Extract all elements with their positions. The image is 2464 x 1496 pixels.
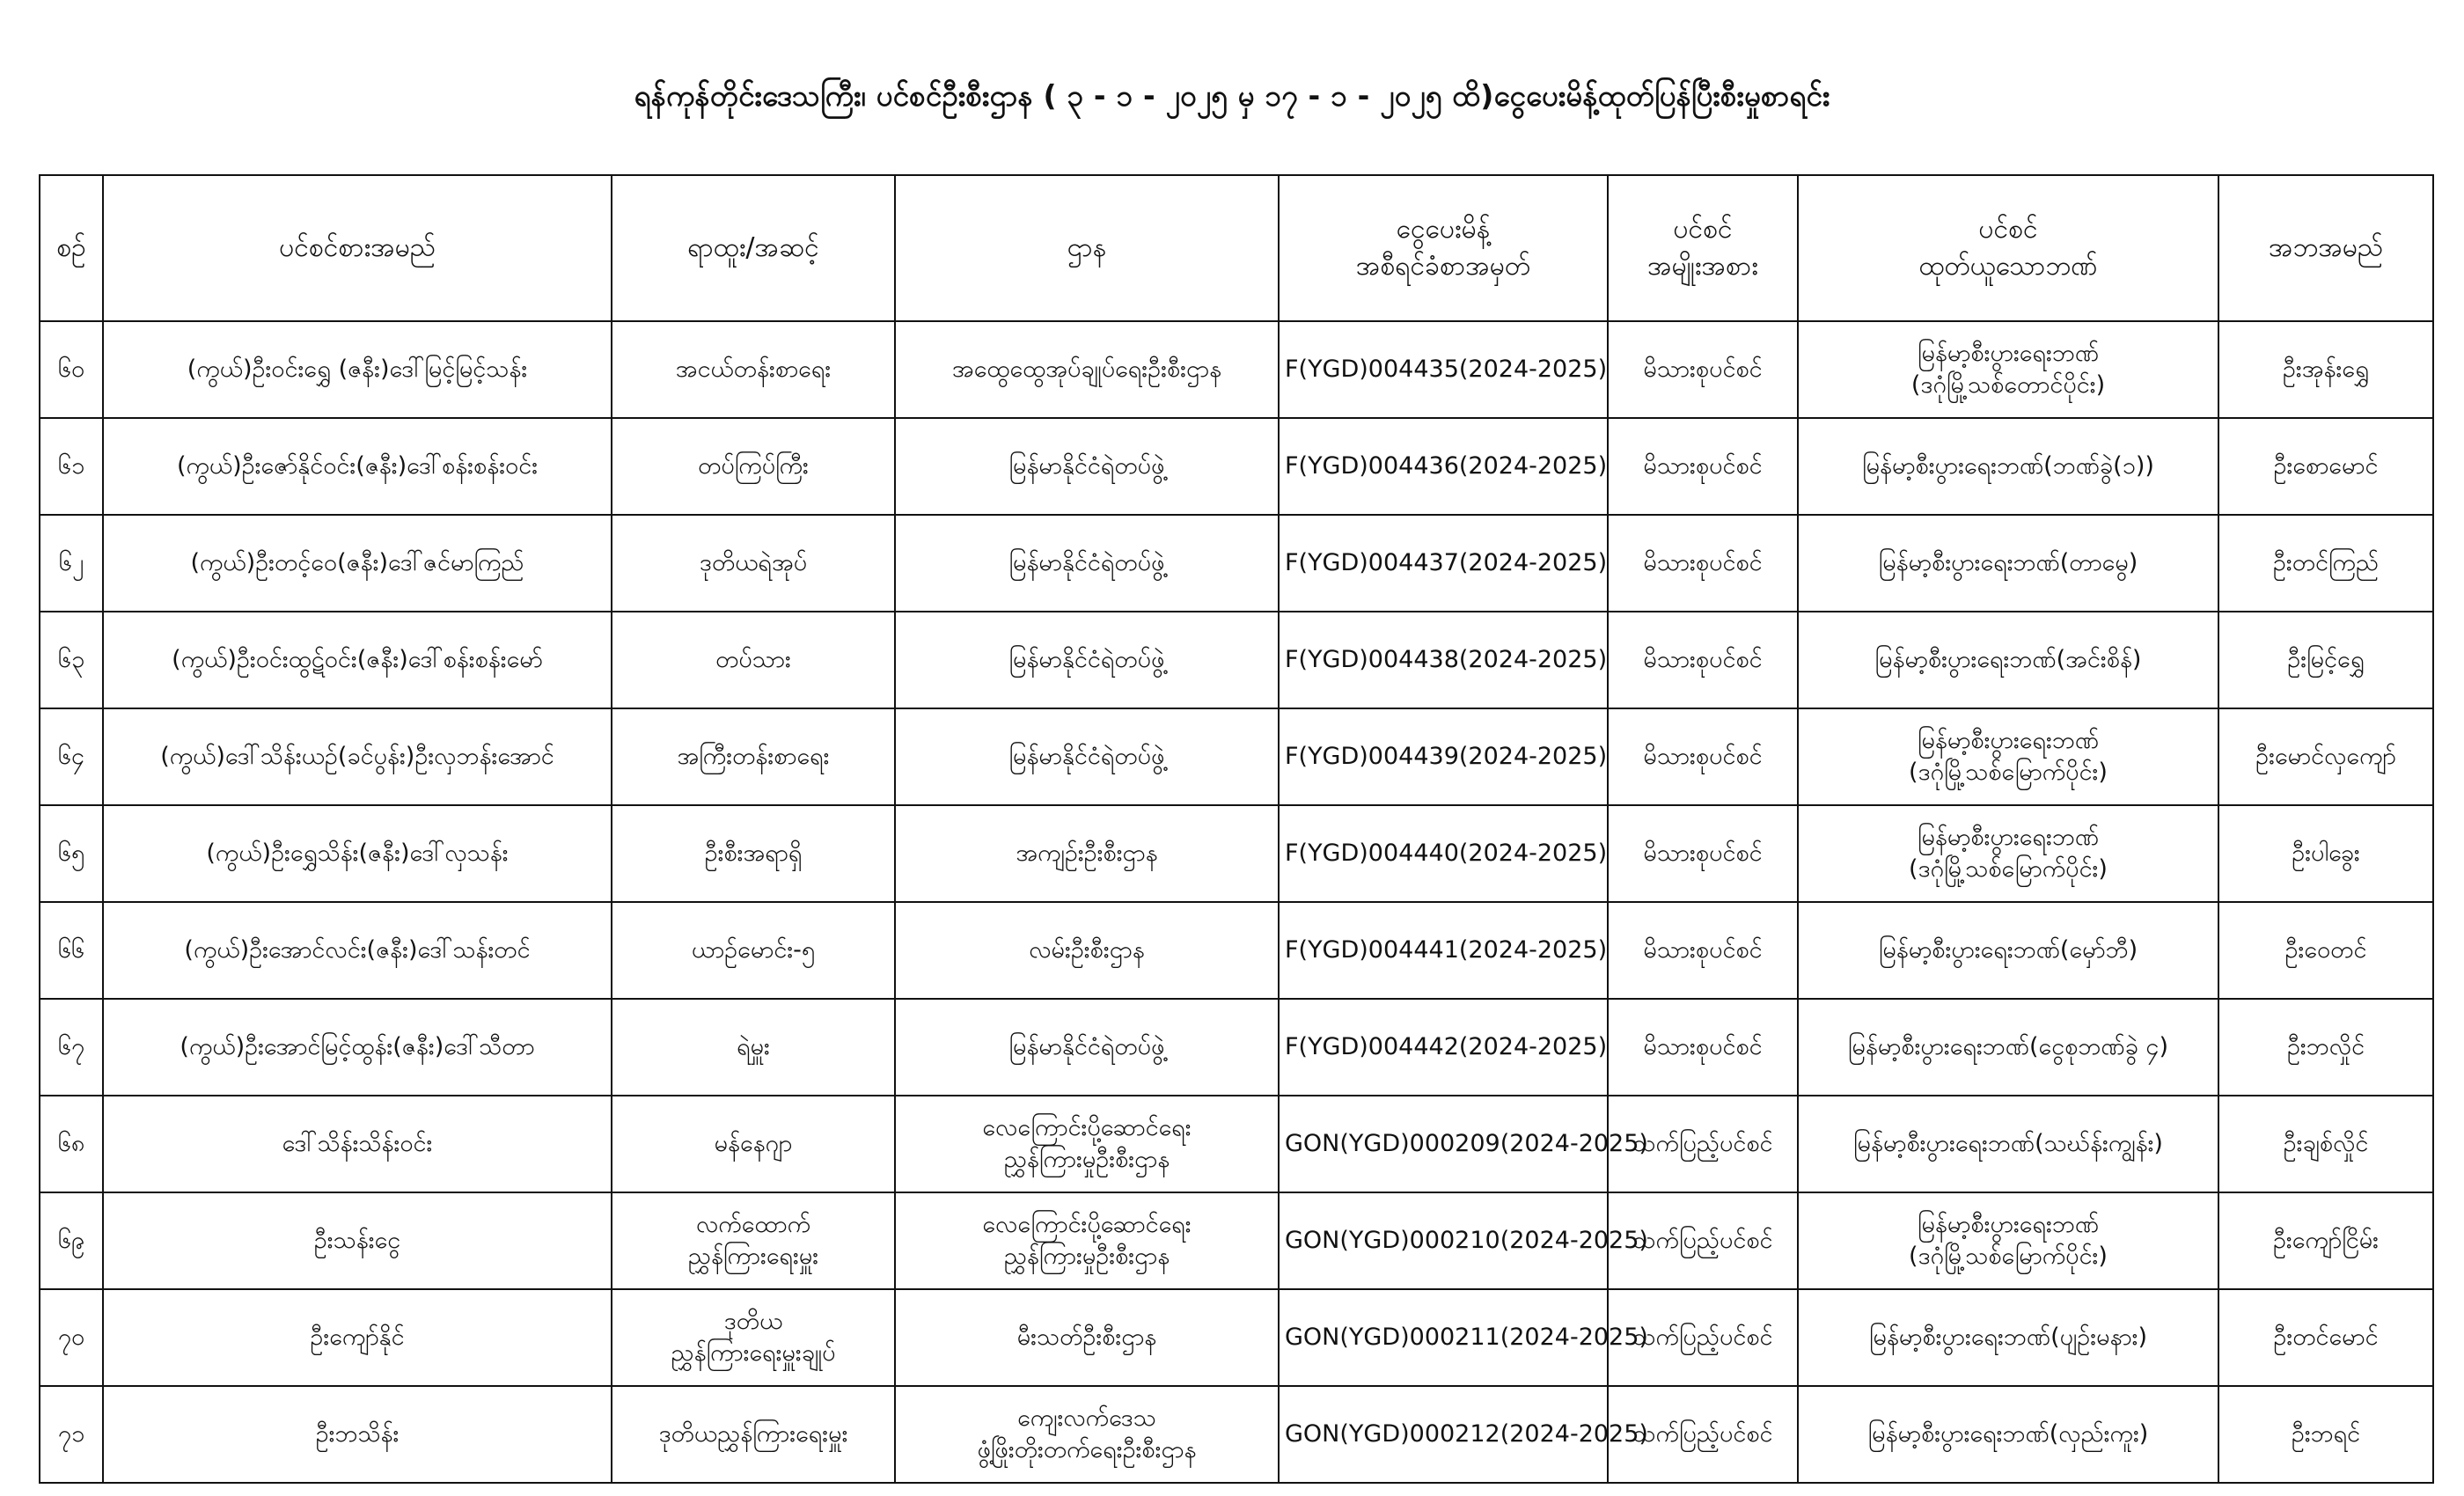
cell-no	[40, 612, 103, 708]
header-no: စဉ်	[40, 175, 103, 321]
cell-father-name	[2218, 515, 2433, 612]
cell-pension-type	[1608, 1192, 1798, 1289]
cell-father-name	[2218, 1192, 2433, 1289]
cell-father-name-text: ဦးတင်ကြည်	[2272, 549, 2380, 576]
cell-department	[895, 1289, 1279, 1386]
cell-no	[40, 999, 103, 1096]
cell-order-no	[1279, 1386, 1648, 1483]
table-row	[40, 418, 2433, 515]
table-row	[40, 1386, 2433, 1483]
cell-father-name	[2218, 805, 2433, 902]
cell-order-no	[1279, 902, 1608, 999]
cell-father-name-text: ဦးကျော်ငြိမ်း	[2272, 1227, 2380, 1254]
cell-father-name-text: ဦးဝေတင်	[2284, 936, 2367, 964]
cell-department	[895, 1192, 1279, 1289]
header-bank	[1798, 175, 2218, 321]
cell-father-name	[2218, 418, 2433, 515]
cell-no	[40, 1289, 103, 1386]
table-row	[40, 902, 2433, 999]
cell-department-text: ကျေးလက်ဒေသ	[1017, 1404, 1156, 1432]
table-header-row	[40, 175, 2433, 321]
cell-department-text: အထွေထွေအုပ်ချုပ်ရေးဦးစီးဌာန	[951, 356, 1222, 383]
cell-bank-text: မြန်မာ့စီးပွားရေးဘဏ်(မှော်ဘီ)	[1878, 936, 2138, 964]
cell-father-name-text: ဦးစောမောင်	[2273, 452, 2379, 480]
cell-pensioner-name	[103, 1192, 612, 1289]
cell-no-text: ၆၉	[57, 1227, 85, 1254]
table-row	[40, 1289, 2433, 1386]
cell-pensioner-name	[103, 708, 612, 805]
cell-order-no-text: GON(YGD)000209(2024-2025)	[1285, 1130, 1648, 1157]
cell-no	[40, 708, 103, 805]
cell-father-name-text: ဦးဘလှိုင်	[2286, 1033, 2365, 1060]
cell-father-name-text: ဦးဘရင်	[2291, 1420, 2361, 1448]
cell-pensioner-name-text: ဒေါ်သိန်းသိန်းဝင်း	[282, 1130, 433, 1157]
cell-department	[895, 515, 1279, 612]
cell-bank	[1798, 708, 2218, 805]
table-row	[40, 1192, 2433, 1289]
cell-rank-text: တပ်ကြပ်ကြီး	[698, 452, 809, 480]
cell-father-name-text: ဦးချစ်လှိုင်	[2283, 1130, 2369, 1157]
cell-no-text: ၆၁	[57, 452, 85, 480]
cell-rank	[612, 1096, 895, 1192]
cell-bank-text-line2: (ဒဂုံမြို့သစ်မြောက်ပိုင်း)	[1909, 1243, 2108, 1270]
cell-rank-text: ဒုတိယ	[723, 1308, 783, 1335]
cell-no	[40, 1096, 103, 1192]
cell-father-name-text: ဦးအုန်းရွှေ	[2282, 356, 2370, 383]
cell-department	[895, 999, 1279, 1096]
cell-bank	[1798, 1289, 2218, 1386]
cell-department	[895, 805, 1279, 902]
cell-department	[895, 902, 1279, 999]
table-row	[40, 999, 2433, 1096]
cell-bank-text: မြန်မာ့စီးပွားရေးဘဏ်(ဘဏ်ခွဲ(၁))	[1862, 452, 2154, 480]
cell-no	[40, 321, 103, 418]
cell-pension-type-text: မိသားစုပင်စင်	[1643, 936, 1763, 964]
table-row	[40, 1096, 2433, 1192]
cell-rank	[612, 321, 895, 418]
cell-rank	[612, 999, 895, 1096]
cell-rank-text: ဒုတိယညွှန်ကြားရေးမှူး	[658, 1420, 848, 1448]
header-type-line1: ပင်စင်	[1673, 214, 1733, 245]
cell-bank-text: မြန်မာ့စီးပွားရေးဘဏ်	[1917, 824, 2100, 851]
pension-table	[39, 174, 2434, 1484]
cell-pensioner-name-text: (ကွယ်)ဦးဝင်းထွဋ်ဝင်း(ဇနီး)ဒေါ်စန်းစန်းမော်	[172, 646, 543, 673]
cell-father-name	[2218, 612, 2433, 708]
cell-order-no-text: F(YGD)004435(2024-2025)	[1285, 356, 1608, 383]
cell-rank	[612, 1192, 895, 1289]
cell-father-name	[2218, 1386, 2433, 1483]
cell-bank-text: မြန်မာ့စီးပွားရေးဘဏ်	[1917, 340, 2100, 367]
cell-rank-text: အငယ်တန်းစာရေး	[675, 356, 832, 383]
cell-order-no	[1279, 1289, 1648, 1386]
cell-department	[895, 321, 1279, 418]
cell-father-name	[2218, 999, 2433, 1096]
header-order-line1: ငွေပေးမိန့်	[1396, 214, 1491, 245]
cell-order-no	[1279, 805, 1608, 902]
cell-rank-text-line2: ညွှန်ကြားရေးမှူး	[687, 1243, 819, 1270]
cell-rank-text: ယာဉ်မောင်း-၅	[691, 936, 816, 964]
cell-pension-type	[1608, 612, 1798, 708]
cell-pension-type-text: သက်ပြည့်ပင်စင်	[1632, 1227, 1773, 1254]
cell-father-name	[2218, 902, 2433, 999]
table-row	[40, 805, 2433, 902]
cell-pensioner-name	[103, 999, 612, 1096]
cell-department-text-line2: ဖွံ့ဖြိုးတိုးတက်ရေးဦးစီးဌာန	[977, 1436, 1197, 1463]
table-row	[40, 321, 2433, 418]
cell-bank	[1798, 612, 2218, 708]
header-department: ဌာန	[895, 175, 1279, 321]
cell-pension-type	[1608, 902, 1798, 999]
cell-department-text: အကျဉ်းဦးစီးဌာန	[1016, 840, 1158, 867]
cell-pensioner-name	[103, 321, 612, 418]
cell-pensioner-name	[103, 1386, 612, 1483]
cell-rank-text: ဒုတိယရဲအုပ်	[699, 549, 808, 576]
cell-no-text: ၆၅	[57, 840, 85, 867]
page-title: ရန်ကုန်တိုင်းဒေသကြီး၊ ပင်စင်ဦးစီးဌာန ( ၃ - ၁ - ၂၀၂၅ မှ ၁၇ - ၁ - ၂၀၂၅ ထိ)ငွေပေးမိန့်ထုတ်ပြန်ပြီးစီးမှုစာရင်း	[634, 78, 1830, 113]
cell-rank	[612, 1289, 895, 1386]
cell-rank	[612, 612, 895, 708]
cell-department-text: မြန်မာနိုင်ငံရဲတပ်ဖွဲ့	[1008, 1033, 1165, 1060]
cell-no-text: ၇၀	[57, 1324, 85, 1351]
cell-order-no-text: F(YGD)004438(2024-2025)	[1285, 646, 1608, 673]
cell-no	[40, 1192, 103, 1289]
cell-department	[895, 418, 1279, 515]
header-order-no	[1279, 175, 1608, 321]
cell-order-no-text: GON(YGD)000212(2024-2025)	[1285, 1420, 1648, 1448]
cell-father-name	[2218, 708, 2433, 805]
cell-rank-text: လက်ထောက်	[695, 1211, 811, 1238]
cell-pensioner-name-text: (ကွယ်)ဒေါ်သိန်းယဥ်(ခင်ပွန်း)ဦးလှဘန်းအောင်	[160, 743, 554, 770]
header-order-line2: အစီရင်ခံစာအမှတ်	[1355, 251, 1531, 282]
cell-order-no-text: F(YGD)004442(2024-2025)	[1285, 1033, 1608, 1060]
cell-order-no	[1279, 515, 1608, 612]
cell-no-text: ၆၄	[57, 743, 85, 770]
cell-bank	[1798, 418, 2218, 515]
cell-bank-text: မြန်မာ့စီးပွားရေးဘဏ်(လှည်းကူး)	[1867, 1420, 2149, 1448]
cell-bank	[1798, 1192, 2218, 1289]
cell-bank-text: မြန်မာ့စီးပွားရေးဘဏ်	[1917, 727, 2100, 754]
cell-pensioner-name	[103, 1289, 612, 1386]
cell-pensioner-name-text: (ကွယ်)ဦးတင့်ဝေ(ဇနီး)ဒေါ်ဇင်မာကြည်	[190, 549, 524, 576]
cell-no-text: ၆၈	[57, 1130, 85, 1157]
cell-pension-type-text: မိသားစုပင်စင်	[1643, 743, 1763, 770]
cell-bank	[1798, 1386, 2218, 1483]
cell-department-text-line2: ညွှန်ကြားမှုဦးစီးဌာန	[1003, 1243, 1170, 1270]
cell-department-text: မြန်မာနိုင်ငံရဲတပ်ဖွဲ့	[1008, 646, 1165, 673]
cell-no-text: ၆၆	[57, 936, 85, 964]
cell-order-no	[1279, 999, 1608, 1096]
header-bank-line2: ထုတ်ယူသောဘဏ်	[1918, 251, 2098, 282]
cell-department-text: မြန်မာနိုင်ငံရဲတပ်ဖွဲ့	[1008, 743, 1165, 770]
cell-bank-text-line2: (ဒဂုံမြို့သစ်တောင်ပိုင်း)	[1910, 371, 2106, 399]
cell-bank-text: မြန်မာ့စီးပွားရေးဘဏ်	[1917, 1211, 2100, 1238]
cell-pension-type-text: မိသားစုပင်စင်	[1643, 1033, 1763, 1060]
cell-no	[40, 805, 103, 902]
cell-father-name	[2218, 1289, 2433, 1386]
cell-father-name-text: ဦးမောင်လှကျော်	[2255, 743, 2396, 770]
cell-pensioner-name-text: ဦးသန်းငွေ	[313, 1227, 401, 1254]
header-bank-line1: ပင်စင်	[1978, 214, 2038, 245]
cell-order-no-text: GON(YGD)000210(2024-2025)	[1285, 1227, 1648, 1254]
cell-rank-text: တပ်သား	[715, 646, 791, 673]
header-pension-type	[1608, 175, 1798, 321]
cell-pensioner-name-text: (ကွယ်)ဦးအောင်လင်း(ဇနီး)ဒေါ်သန်းတင်	[184, 936, 531, 964]
cell-pension-type	[1608, 515, 1798, 612]
cell-order-no	[1279, 708, 1608, 805]
cell-pension-type	[1608, 321, 1798, 418]
cell-pensioner-name	[103, 612, 612, 708]
cell-order-no	[1279, 1096, 1648, 1192]
cell-father-name	[2218, 1096, 2433, 1192]
cell-pension-type-text: သက်ပြည့်ပင်စင်	[1632, 1420, 1773, 1448]
cell-department	[895, 708, 1279, 805]
cell-bank-text: မြန်မာ့စီးပွားရေးဘဏ်(ငွေစုဘဏ်ခွဲ ၄)	[1847, 1033, 2169, 1060]
cell-rank	[612, 902, 895, 999]
cell-pension-type-text: မိသားစုပင်စင်	[1643, 356, 1763, 383]
cell-department-text-line2: ညွှန်ကြားမှုဦးစီးဌာန	[1003, 1146, 1170, 1173]
cell-order-no-text: GON(YGD)000211(2024-2025)	[1285, 1324, 1648, 1351]
cell-pension-type	[1608, 1289, 1798, 1386]
cell-bank	[1798, 515, 2218, 612]
cell-order-no	[1279, 418, 1608, 515]
cell-order-no-text: F(YGD)004440(2024-2025)	[1285, 840, 1608, 867]
cell-pension-type-text: မိသားစုပင်စင်	[1643, 646, 1763, 673]
cell-pensioner-name-text: ဦးဘသိန်း	[315, 1420, 400, 1448]
cell-bank	[1798, 1096, 2218, 1192]
cell-rank-text: ရဲမှူး	[737, 1033, 770, 1060]
cell-pensioner-name-text: (ကွယ်)ဦးဇော်နိုင်ဝင်း(ဇနီး)ဒေါ်စန်းစန်းဝင်း	[176, 452, 539, 480]
cell-order-no	[1279, 1192, 1648, 1289]
cell-department	[895, 612, 1279, 708]
cell-father-name-text: ဦးပါခွေး	[2292, 840, 2360, 867]
cell-pensioner-name-text: (ကွယ်)ဦးအောင်မြင့်ထွန်း(ဇနီး)ဒေါ်သီတာ	[180, 1033, 535, 1060]
cell-department-text: လမ်းဦးစီးဌာန	[1029, 936, 1145, 964]
cell-rank	[612, 1386, 895, 1483]
cell-pension-type	[1608, 708, 1798, 805]
cell-bank	[1798, 999, 2218, 1096]
cell-department-text: မီးသတ်ဦးစီးဌာန	[1016, 1324, 1157, 1351]
cell-father-name	[2218, 321, 2433, 418]
cell-department-text: လေကြောင်းပို့ဆောင်ရေး	[982, 1211, 1192, 1238]
cell-bank	[1798, 321, 2218, 418]
cell-bank-text: မြန်မာ့စီးပွားရေးဘဏ်(ပျဉ်းမနား)	[1868, 1324, 2147, 1351]
cell-pensioner-name	[103, 515, 612, 612]
cell-department-text: လေကြောင်းပို့ဆောင်ရေး	[982, 1114, 1192, 1141]
cell-pensioner-name-text: (ကွယ်)ဦးဝင်းရွှေ (ဇနီး)ဒေါ်မြင့်မြင့်သန်း	[187, 356, 528, 383]
cell-father-name-text: ဦးမြင့်ရွှေ	[2287, 646, 2365, 673]
cell-no	[40, 418, 103, 515]
cell-bank	[1798, 902, 2218, 999]
cell-bank-text-line2: (ဒဂုံမြို့သစ်မြောက်ပိုင်း)	[1909, 855, 2108, 883]
cell-pensioner-name	[103, 418, 612, 515]
cell-pension-type	[1608, 999, 1798, 1096]
cell-pensioner-name	[103, 805, 612, 902]
cell-bank-text: မြန်မာ့စီးပွားရေးဘဏ်(တာမွေ)	[1878, 549, 2138, 576]
cell-bank	[1798, 805, 2218, 902]
cell-order-no-text: F(YGD)004439(2024-2025)	[1285, 743, 1608, 770]
cell-order-no	[1279, 321, 1608, 418]
cell-order-no-text: F(YGD)004436(2024-2025)	[1285, 452, 1608, 480]
cell-rank-text: အကြီးတန်းစာရေး	[677, 743, 830, 770]
cell-rank	[612, 708, 895, 805]
header-father-name: အဘအမည်	[2218, 175, 2433, 321]
cell-no	[40, 515, 103, 612]
cell-bank-text: မြန်မာ့စီးပွားရေးဘဏ်(အင်းစိန်)	[1874, 646, 2142, 673]
cell-no	[40, 902, 103, 999]
cell-department	[895, 1096, 1279, 1192]
cell-order-no-text: F(YGD)004441(2024-2025)	[1285, 936, 1608, 964]
cell-pension-type	[1608, 1386, 1798, 1483]
cell-rank-text-line2: ညွှန်ကြားရေးမှူးချုပ်	[671, 1339, 836, 1367]
cell-department-text: မြန်မာနိုင်ငံရဲတပ်ဖွဲ့	[1008, 452, 1165, 480]
cell-rank	[612, 418, 895, 515]
cell-pensioner-name-text: ဦးကျော်နိုင်	[310, 1324, 405, 1351]
cell-no-text: ၆၀	[57, 356, 85, 383]
cell-pensioner-name	[103, 902, 612, 999]
cell-bank-text-line2: (ဒဂုံမြို့သစ်မြောက်ပိုင်း)	[1909, 759, 2108, 786]
cell-pension-type-text: သက်ပြည့်ပင်စင်	[1632, 1130, 1773, 1157]
cell-no	[40, 1386, 103, 1483]
cell-department-text: မြန်မာနိုင်ငံရဲတပ်ဖွဲ့	[1008, 549, 1165, 576]
cell-rank-text: ဦးစီးအရာရှိ	[704, 840, 803, 867]
cell-pension-type	[1608, 805, 1798, 902]
cell-pension-type-text: မိသားစုပင်စင်	[1643, 452, 1763, 480]
cell-father-name-text: ဦးတင်မောင်	[2273, 1324, 2379, 1351]
table-row	[40, 708, 2433, 805]
cell-pensioner-name	[103, 1096, 612, 1192]
cell-no-text: ၆၂	[58, 549, 84, 576]
cell-no-text: ၆၇	[57, 1033, 85, 1060]
cell-pensioner-name-text: (ကွယ်)ဦးရွှေသိန်း(ဇနီး)ဒေါ်လှသန်း	[206, 840, 509, 867]
cell-rank-text: မန်နေဂျာ	[714, 1130, 793, 1157]
cell-pension-type-text: သက်ပြည့်ပင်စင်	[1632, 1324, 1773, 1351]
cell-department	[895, 1386, 1279, 1483]
cell-order-no-text: F(YGD)004437(2024-2025)	[1285, 549, 1608, 576]
cell-rank	[612, 515, 895, 612]
cell-bank-text: မြန်မာ့စီးပွားရေးဘဏ်(သဃ်န်းကျွန်း)	[1853, 1130, 2163, 1157]
cell-no-text: ၆၃	[57, 646, 85, 673]
header-name: ပင်စင်စားအမည်	[103, 175, 612, 321]
cell-no-text: ၇၁	[57, 1420, 85, 1448]
header-rank: ရာထူး/အဆင့်	[612, 175, 895, 321]
cell-rank	[612, 805, 895, 902]
table-row	[40, 515, 2433, 612]
cell-order-no	[1279, 612, 1608, 708]
cell-pension-type-text: မိသားစုပင်စင်	[1643, 549, 1763, 576]
table-row	[40, 612, 2433, 708]
cell-pension-type	[1608, 1096, 1798, 1192]
cell-pension-type-text: မိသားစုပင်စင်	[1643, 840, 1763, 867]
table-body	[40, 321, 2433, 1483]
header-type-line2: အမျိုးအစား	[1647, 251, 1758, 282]
cell-pension-type	[1608, 418, 1798, 515]
